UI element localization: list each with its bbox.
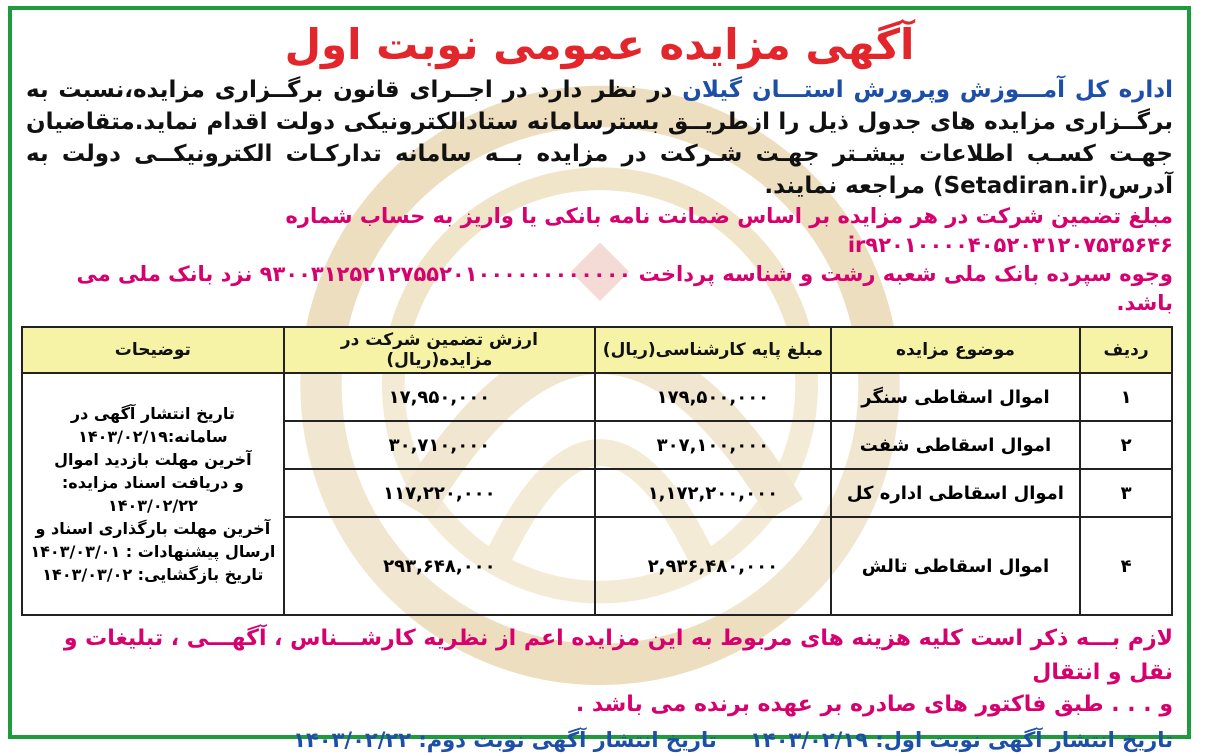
table-row	[22, 373, 1172, 421]
intro-text: در نظر دارد در اجــرای قانون برگــزاری مزایده،نسبت به برگــزاری مزایده های جدول ذیل را ازطریــق بسترسامانه ستادالکترونیکی دولت اقدام نماید.متقاضیان جهـت کسـب اطلاعات بیشـتر جهـت شـرکت در مزایده بــه سامانه تدارکـات الکترونیکــی دولت به آدرس(Setadiran.ir) مراجعه نمایند.	[26, 77, 1173, 199]
row-subject: اموال اسقاطی شفت	[831, 421, 1080, 469]
table-header-row	[22, 327, 1172, 373]
row-number: ۴	[1080, 517, 1172, 615]
row-number: ۲	[1080, 421, 1172, 469]
publish-dates	[26, 724, 1173, 756]
auction-table	[21, 326, 1173, 616]
header-subject: موضوع مزایده	[831, 327, 1080, 373]
row-guarantee: ۱۱۷,۲۲۰,۰۰۰	[284, 469, 595, 517]
guarantee-line-2: وجوه سپرده بانک ملی شعبه رشت و شناسه پرداخت ۹۳۰۰۳۱۲۵۲۱۲۷۵۵۲۰۱۰۰۰۰۰۰۰۰۰۰۰۰ نزد بانک ملی می باشد.	[76, 262, 1173, 315]
note-line: ۱۴۰۳/۰۲/۲۲	[107, 496, 198, 515]
row-guarantee: ۲۹۳,۶۴۸,۰۰۰	[284, 517, 595, 615]
second-publish-date: تاریخ انتشار آگهی نوبت دوم: ۱۴۰۳/۰۲/۲۲	[293, 728, 717, 752]
row-subject: اموال اسقاطی اداره کل	[831, 469, 1080, 517]
row-guarantee: ۳۰,۷۱۰,۰۰۰	[284, 421, 595, 469]
footer-note-line-1: لازم بـــه ذکر است کلیه هزینه های مربوط به این مزایده اعم از نظریه کارشـــناس ، آگهـــی ، تبلیغات و نقل و انتقال	[63, 626, 1173, 685]
row-subject: اموال اسقاطی سنگر	[831, 373, 1080, 421]
notes-cell	[22, 373, 284, 615]
row-base-price: ۳۰۷,۱۰۰,۰۰۰	[595, 421, 831, 469]
announcement-content	[12, 10, 1187, 752]
note-line: آخرین مهلت بازدید اموال	[54, 450, 252, 469]
header-notes: توضیحات	[22, 327, 284, 373]
row-base-price: ۱,۱۷۲,۲۰۰,۰۰۰	[595, 469, 831, 517]
footer-note	[26, 622, 1173, 722]
row-base-price: ۱۷۹,۵۰۰,۰۰۰	[595, 373, 831, 421]
announcement-frame	[8, 6, 1191, 752]
row-guarantee: ۱۷,۹۵۰,۰۰۰	[284, 373, 595, 421]
row-number: ۳	[1080, 469, 1172, 517]
row-subject: اموال اسقاطی تالش	[831, 517, 1080, 615]
row-base-price: ۲,۹۳۶,۴۸۰,۰۰۰	[595, 517, 831, 615]
guarantee-line-1: مبلغ تضمین شرکت در هر مزایده بر اساس ضمانت نامه بانکی یا واریز به حساب شماره ir۹۲۰۱۰۰۰۰۴۰۵۲۰۳۱۲۰۷۵۳۵۶۴۶	[285, 204, 1173, 257]
intro-paragraph	[26, 74, 1173, 202]
note-line: آخرین مهلت بارگذاری اسناد و	[35, 519, 271, 538]
header-row-number: ردیف	[1080, 327, 1172, 373]
page-title: آگهی مزایده عمومی نوبت اول	[284, 20, 915, 69]
header-guarantee: ارزش تضمین شرکت در مزایده(ریال)	[284, 327, 595, 373]
first-publish-date: تاریخ انتشار آگهی نوبت اول: ۱۴۰۳/۰۲/۱۹	[750, 728, 1173, 752]
row-number: ۱	[1080, 373, 1172, 421]
footer-note-line-2: و . . . طبق فاکتور های صادره بر عهده برنده می باشد .	[575, 692, 1173, 717]
note-line: تاریخ بازگشایی: ۱۴۰۳/۰۳/۰۲	[42, 565, 264, 584]
note-line: تاریخ انتشار آگهی در	[70, 404, 235, 423]
organization-name: اداره کل آمـــوزش وپرورش استـــان گیلان	[682, 77, 1173, 103]
header-base-price: مبلغ پایه کارشناسی(ریال)	[595, 327, 831, 373]
note-line: سامانه:۱۴۰۳/۰۲/۱۹	[78, 427, 228, 446]
note-line: و دریافت اسناد مزایده:	[61, 473, 244, 492]
note-line: ارسال پیشنهادات : ۱۴۰۳/۰۳/۰۱	[30, 542, 276, 561]
